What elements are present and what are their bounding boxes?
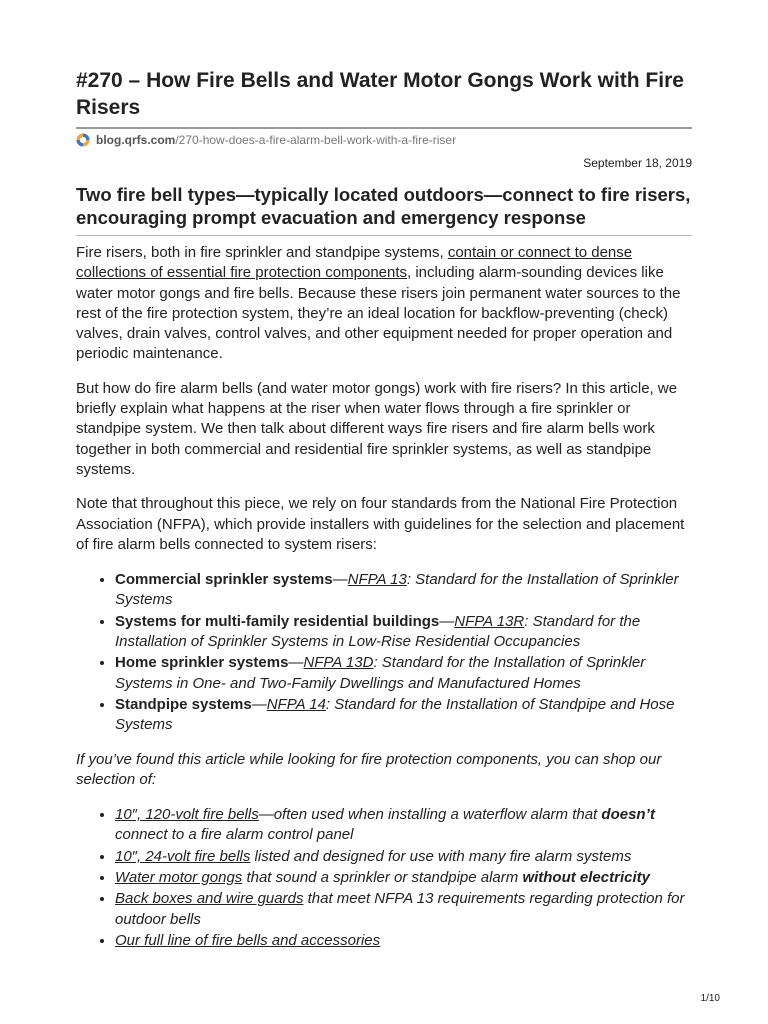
item-text: that meet NFPA 13 requirements regarding protection for outdoor bells — [115, 890, 685, 928]
fire-bells-120v-link[interactable]: 10″, 120-volt fire bells — [115, 806, 259, 824]
nfpa-13-link[interactable]: NFPA 13 — [347, 571, 407, 589]
fire-bells-24v-link[interactable]: 10″, 24-volt fire bells — [115, 847, 251, 865]
back-boxes-link[interactable]: Back boxes and wire guards — [115, 890, 304, 908]
standard-category: Standpipe systems — [115, 695, 252, 713]
page-indicator: 1/10 — [700, 993, 720, 1004]
list-item — [115, 846, 692, 867]
list-item — [115, 569, 692, 611]
standard-category: Commercial sprinkler systems — [115, 571, 333, 589]
publish-date: September 18, 2019 — [583, 156, 692, 170]
title-divider — [76, 127, 692, 129]
article-subtitle: Two fire bell types—typically located outdoors—connect to fire risers, encouraging prompt evacuation and emergency response — [76, 184, 691, 228]
nfpa-13d-link[interactable]: NFPA 13D — [303, 654, 374, 672]
nfpa-14-link[interactable]: NFPA 14 — [266, 695, 326, 713]
standard-title: : Standard for the Installation of Sprinkler Systems in Low-Rise Residential Occupancies — [115, 612, 641, 651]
list-item — [115, 888, 692, 930]
item-text: —often used when installing a waterflow alarm that — [258, 806, 602, 824]
list-item — [115, 611, 692, 653]
paragraph-intro — [76, 243, 692, 365]
components-link[interactable]: contain or connect to dense collections of essential fire protection components — [76, 244, 633, 282]
dash: — — [288, 654, 304, 672]
paragraph-standards-intro: Note that throughout this piece, we rely on four standards from the National Fire Protection Association (NFPA), which provide installers with guidelines for the selection and placement of fire alarm bells connected to system risers: — [76, 495, 685, 553]
list-item — [115, 867, 692, 888]
article-body — [76, 243, 692, 965]
list-item — [115, 652, 692, 694]
dash: — — [332, 571, 348, 589]
shop-intro: If you’ve found this article while looking for fire protection components, you can shop our selection of: — [76, 750, 662, 788]
subtitle-divider — [76, 235, 692, 236]
list-item — [115, 804, 692, 846]
site-logo-icon — [76, 133, 90, 147]
list-item — [115, 694, 692, 736]
full-line-link[interactable]: Our full line of fire bells and accessories — [115, 931, 381, 949]
item-text: connect to a fire alarm control panel — [115, 826, 354, 844]
article-title: #270 – How Fire Bells and Water Motor Gongs Work with Fire Risers — [76, 69, 684, 119]
dash: — — [439, 612, 455, 630]
standard-title: : Standard for the Installation of Standpipe and Hose Systems — [115, 695, 675, 734]
item-emphasis: doesn’t — [601, 806, 656, 824]
source-domain[interactable]: blog.qrfs.com — [96, 133, 176, 147]
item-text: listed and designed for use with many fire alarm systems — [250, 847, 632, 865]
nfpa-13r-link[interactable]: NFPA 13R — [454, 612, 525, 630]
dash: — — [251, 695, 267, 713]
standard-title: : Standard for the Installation of Sprinkler Systems in One- and Two-Family Dwellings and Manufactured Homes — [115, 654, 646, 692]
item-text: that sound a sprinkler or standpipe alarm — [242, 869, 523, 887]
standards-list — [76, 569, 692, 735]
source-url[interactable] — [76, 132, 456, 148]
shop-list — [76, 804, 692, 951]
water-motor-gongs-link[interactable]: Water motor gongs — [115, 869, 243, 887]
paragraph-text: Fire risers, both in fire sprinkler and standpipe systems, — [76, 244, 448, 261]
standard-title: : Standard for the Installation of Sprinkler Systems — [115, 571, 679, 609]
item-emphasis: without electricity — [522, 869, 650, 887]
source-path[interactable]: /270-how-does-a-fire-alarm-bell-work-with-a-fire-riser — [175, 133, 457, 147]
paragraph-overview: But how do fire alarm bells (and water motor gongs) work with fire risers? In this article, we briefly explain what happens at the riser when water flows through a fire sprinkler or standpipe system. We then talk about different ways fire risers and fire alarm bells work together in both commercial and residential fire sprinkler systems, as well as standpipe systems. — [76, 379, 678, 478]
list-item — [115, 930, 692, 951]
standard-category: Home sprinkler systems — [115, 654, 289, 672]
paragraph-text: , including alarm-sounding devices like water motor gongs and fire bells. Because these risers join permanent water sources to the rest of the fire protection system, they’re an ideal location for backflow-preventing (check) valves, drain valves, control valves, and other equipment needed for proper operation and periodic maintenance. — [76, 264, 681, 363]
standard-category: Systems for multi-family residential buildings — [115, 612, 440, 630]
